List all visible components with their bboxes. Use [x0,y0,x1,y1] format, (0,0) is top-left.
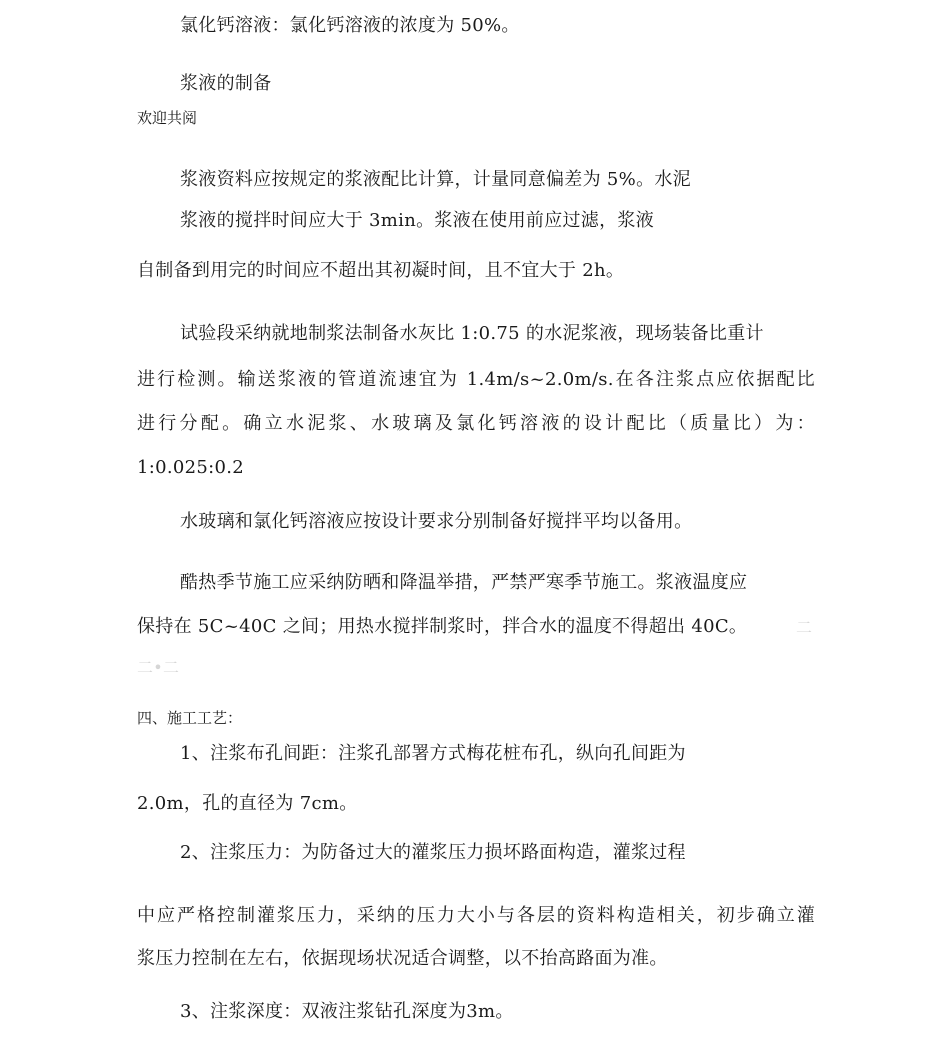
text-line-calcium-chloride: 氯化钙溶液：氯化钙溶液的浓度为 50%。 [180,15,520,36]
text-line: 水玻璃和氯化钙溶液应按设计要求分别制备好搅拌平均以备用。 [180,511,693,532]
section-heading-slurry-prep: 浆液的制备 [180,73,272,94]
text-line: 进行分配。确立水泥浆、水玻璃及氯化钙溶液的设计配比（质量比）为： [137,413,815,434]
section-heading-process: 四、施工工艺： [137,709,243,727]
faint-artifact-text: 二•二 [137,658,180,677]
text-line-item-2: 2、注浆压力：为防备过大的灌浆压力损坏路面构造，灌浆过程 [180,842,686,863]
text-line-item-3: 3、注浆深度：双液注浆钻孔深度为3m。 [180,1001,514,1022]
text-line: 浆液的搅拌时间应大于 3min。浆液在使用前应过滤，浆液 [180,210,654,231]
text-line: 中应严格控制灌浆压力，采纳的压力大小与各层的资料构造相关，初步确立灌 [137,905,815,926]
text-line: 浆压力控制在左右，依据现场状况适合调整，以不抬高路面为准。 [137,948,668,969]
text-line: 自制备到用完的时间应不超出其初凝时间，且不宜大于 2h。 [137,260,625,281]
text-line-item-1: 1、注浆布孔间距：注浆孔部署方式梅花桩布孔，纵向孔间距为 [180,743,686,764]
text-line: 试验段采纳就地制浆法制备水灰比 1:0.75 的水泥浆液，现场装备比重计 [180,323,764,344]
faint-artifact-text: 二 [796,618,813,637]
text-line: 浆液资料应按规定的浆液配比计算，计量同意偏差为 5%。水泥 [180,169,691,190]
text-line: 酷热季节施工应采纳防晒和降温举措，严禁严寒季节施工。浆液温度应 [180,572,748,593]
watermark-text: 欢迎共阅 [137,109,198,127]
text-line: 保持在 5C~40C 之间；用热水搅拌制浆时，拌合水的温度不得超出 40C。 [137,616,748,637]
text-line: 进行检测。输送浆液的管道流速宜为 1.4m/s~2.0m/s.在各注浆点应依据配比 [137,369,815,390]
text-line-ratio: 1:0.025:0.2 [137,457,245,478]
text-line: 2.0m，孔的直径为 7cm。 [137,793,358,814]
